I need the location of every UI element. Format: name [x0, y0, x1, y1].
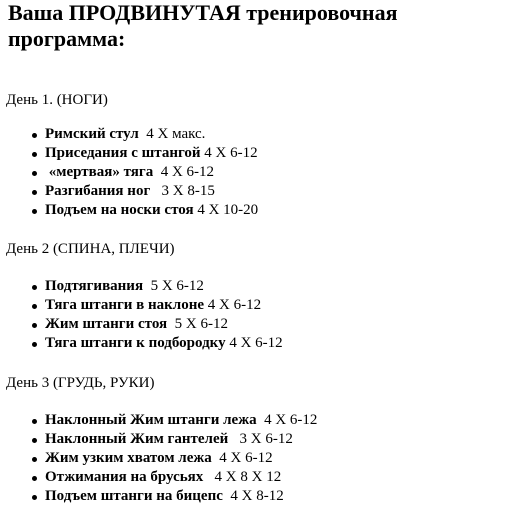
- list-item: [45, 201, 258, 220]
- list-item: [45, 163, 258, 182]
- exercise-sets: 4 X 6-12: [200, 145, 258, 161]
- exercise-sets: 4 X 6-12: [204, 297, 262, 313]
- exercise-name: Жим штанги стоя: [45, 316, 168, 332]
- exercise-name: Приседания с штангой: [45, 145, 201, 161]
- exercise-sets: 4 X 8 X 12: [203, 469, 282, 485]
- exercise-sets: 5 X 6-12: [143, 278, 204, 294]
- list-item: [45, 334, 283, 353]
- day-3-heading: День 3 (ГРУДЬ, РУКИ): [6, 375, 155, 391]
- exercise-name: Подтягивания: [45, 278, 144, 294]
- exercise-name: Наклонный Жим гантелей: [45, 431, 229, 447]
- exercise-sets: 4 X 8-12: [222, 488, 284, 504]
- list-item: [45, 411, 317, 430]
- exercise-sets: 3 X 8-15: [150, 183, 215, 199]
- list-item: [45, 468, 317, 487]
- day-1-heading: День 1. (НОГИ): [6, 92, 108, 108]
- list-item: [45, 144, 258, 163]
- list-item: [45, 315, 283, 334]
- day-2-exercise-list: [0, 277, 283, 353]
- exercise-name: Разгибания ног: [45, 183, 151, 199]
- list-item: [45, 277, 283, 296]
- list-item: [45, 296, 283, 315]
- exercise-name: Отжимания на брусьях: [45, 469, 204, 485]
- exercise-sets: 4 X 6-12: [211, 450, 273, 466]
- exercise-name: Тяга штанги в наклоне: [45, 297, 205, 313]
- exercise-sets: 4 X макс.: [138, 126, 206, 142]
- exercise-sets: 5 X 6-12: [167, 316, 228, 332]
- list-item: [45, 182, 258, 201]
- list-item: [45, 487, 317, 506]
- list-item: [45, 449, 317, 468]
- list-item: [45, 430, 317, 449]
- list-item: [45, 125, 258, 144]
- exercise-sets: 4 X 6-12: [153, 164, 215, 180]
- exercise-name: Подъем на носки стоя: [45, 202, 194, 218]
- exercise-name: Подъем штанги на бицепс: [45, 488, 223, 504]
- day-2-heading: День 2 (СПИНА, ПЛЕЧИ): [6, 241, 175, 257]
- exercise-name: Наклонный Жим штанги лежа: [45, 412, 257, 428]
- page-title: Ваша ПРОДВИНУТАЯ тренировочная программа:: [8, 0, 398, 51]
- exercise-sets: 4 X 6-12: [225, 335, 283, 351]
- day-1-exercise-list: [0, 125, 258, 220]
- exercise-name: Тяга штанги к подбородку: [45, 335, 226, 351]
- exercise-sets: 4 X 10-20: [193, 202, 259, 218]
- exercise-sets: 4 X 6-12: [256, 412, 318, 428]
- exercise-name: Жим узким хватом лежа: [45, 450, 212, 466]
- exercise-name: Римский стул: [45, 126, 139, 142]
- exercise-name: «мертвая» тяга: [45, 164, 154, 180]
- day-3-exercise-list: [0, 411, 317, 506]
- exercise-sets: 3 X 6-12: [228, 431, 293, 447]
